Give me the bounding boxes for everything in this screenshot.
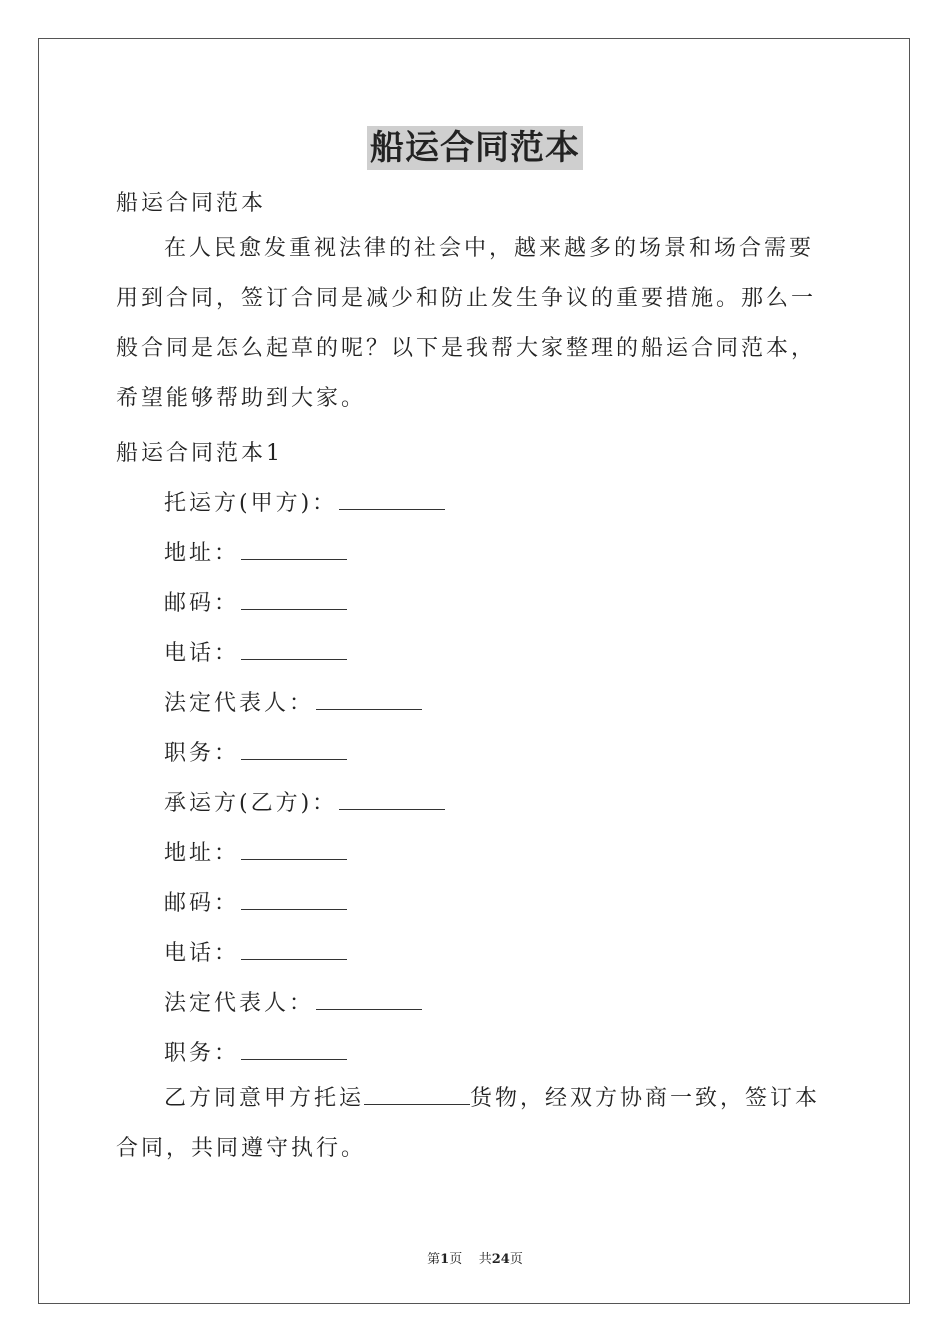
- fill-blank[interactable]: [241, 539, 347, 560]
- fill-blank[interactable]: [241, 889, 347, 910]
- fill-blank[interactable]: [241, 839, 347, 860]
- field-label: 地址：: [164, 841, 240, 866]
- field-label: 邮码：: [164, 591, 240, 616]
- total-prefix: 共: [478, 1252, 492, 1267]
- field-carrier-representative: [164, 986, 422, 1017]
- page-prefix: 第: [427, 1252, 441, 1267]
- fill-blank[interactable]: [316, 689, 422, 710]
- fill-blank[interactable]: [241, 739, 347, 760]
- document-subtitle: 船运合同范本: [116, 191, 267, 216]
- fill-blank[interactable]: [241, 639, 347, 660]
- field-shipper-phone: [164, 636, 347, 667]
- page-number: 1: [440, 1252, 450, 1267]
- fill-blank[interactable]: [241, 589, 347, 610]
- document-title: 船运合同范本: [367, 126, 583, 170]
- fill-blank[interactable]: [339, 789, 445, 810]
- intro-paragraph: 在人民愈发重视法律的社会中，越来越多的场景和场合需要用到合同，签订合同是减少和防止发生争议的重要措施。那么一般合同是怎么起草的呢？以下是我帮大家整理的船运合同范本，希望能够帮助到大家。: [116, 236, 817, 411]
- field-label: 地址：: [164, 541, 240, 566]
- field-carrier-phone: [164, 936, 347, 967]
- field-label: 职务：: [164, 741, 240, 766]
- field-label: 电话：: [164, 641, 240, 666]
- goods-blank[interactable]: [364, 1086, 470, 1105]
- field-label: 承运方(乙方)：: [164, 791, 338, 816]
- fill-blank[interactable]: [241, 1039, 347, 1060]
- field-label: 法定代表人：: [164, 991, 315, 1016]
- field-carrier-postcode: [164, 886, 347, 917]
- total-pages: 24: [491, 1252, 510, 1267]
- field-shipper-representative: [164, 686, 422, 717]
- section-heading: 船运合同范本1: [116, 441, 283, 466]
- field-carrier-position: [164, 1036, 347, 1067]
- field-label: 电话：: [164, 941, 240, 966]
- title-container: [0, 126, 950, 170]
- agreement-text-after: 货物，经双方协商一致，签订本合同，共同遵守执行。: [116, 1086, 821, 1161]
- field-carrier-address: [164, 836, 347, 867]
- fill-blank[interactable]: [241, 939, 347, 960]
- field-label: 法定代表人：: [164, 691, 315, 716]
- fill-blank[interactable]: [316, 989, 422, 1010]
- field-label: 职务：: [164, 1041, 240, 1066]
- fill-blank[interactable]: [339, 489, 445, 510]
- field-shipper-position: [164, 736, 347, 767]
- page-suffix: 页: [449, 1252, 463, 1267]
- agreement-paragraph: [116, 1074, 836, 1174]
- page-footer: [0, 1248, 950, 1267]
- field-shipper-postcode: [164, 586, 347, 617]
- total-suffix: 页: [509, 1252, 523, 1267]
- field-shipper-address: [164, 536, 347, 567]
- field-label: 托运方(甲方)：: [164, 491, 338, 516]
- field-label: 邮码：: [164, 891, 240, 916]
- field-shipper: [164, 486, 445, 517]
- field-carrier: [164, 786, 445, 817]
- agreement-text-before: 乙方同意甲方托运: [164, 1086, 365, 1111]
